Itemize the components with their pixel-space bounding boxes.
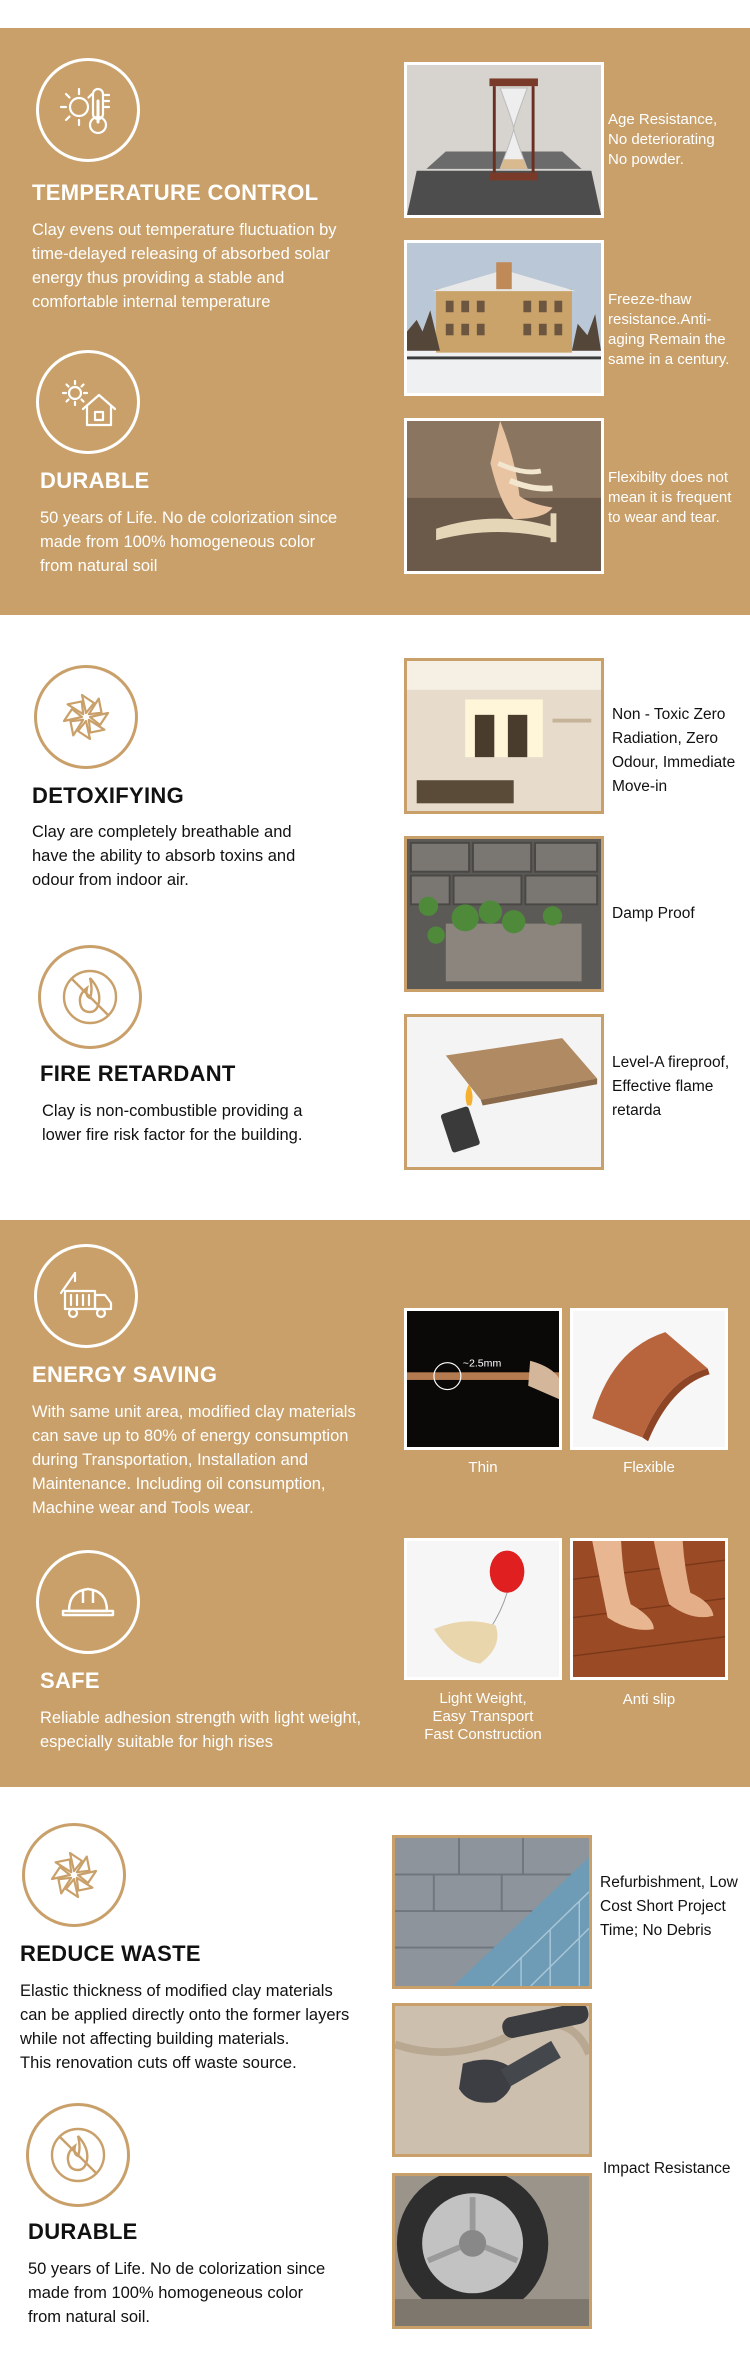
refurbishment-caption: Refurbishment, Low Cost Short Project Time; No Debris xyxy=(600,1874,738,1939)
detoxifying-text: Clay are completely breathable and have the ability to absorb toxins and odour from indoor air. xyxy=(32,823,296,889)
impact-resistance-caption: Impact Resistance xyxy=(603,2160,731,2177)
temperature-control-heading: TEMPERATURE CONTROL xyxy=(32,180,319,205)
non-toxic-caption: Non - Toxic Zero Radiation, Zero Odour, Immediate Move-in xyxy=(612,706,736,795)
truck-crane-icon xyxy=(34,1244,138,1348)
pinwheel-icon xyxy=(34,665,138,769)
damp-proof-caption: Damp Proof xyxy=(612,905,695,922)
section-waste-durable xyxy=(0,1787,750,2358)
anti-slip-caption: Anti slip xyxy=(622,1691,676,1708)
safe-heading: SAFE xyxy=(40,1668,100,1693)
no-fire-icon xyxy=(26,2103,130,2207)
hourglass-photo xyxy=(404,62,604,218)
detoxifying-heading: DETOXIFYING xyxy=(32,783,185,808)
fire-retardant-heading: FIRE RETARDANT xyxy=(40,1061,236,1086)
reduce-waste-text: Elastic thickness of modified clay materials can be applied directly onto the former layers while not affecting building materials. This renovation cuts off waste source. xyxy=(20,1982,350,2072)
freeze-thaw-caption: Freeze-thaw resistance.Anti- aging Remain the same in a century. xyxy=(608,291,730,368)
palace-snow-photo xyxy=(404,240,604,396)
temperature-control-text: Clay evens out temperature fluctuation by time-delayed releasing of absorbed solar energy thus providing a stable and comfortable internal temperature xyxy=(32,221,337,311)
lighter-flame-photo xyxy=(404,1014,604,1170)
section-energy-safe xyxy=(0,1220,750,1787)
pinwheel-icon xyxy=(22,1823,126,1927)
sun-house-icon xyxy=(36,350,140,454)
hardhat-icon xyxy=(36,1550,140,1654)
interior-lamp-photo xyxy=(404,658,604,814)
durable-text-2: 50 years of Life. No de colorization since made from 100% homogeneous color from natural soil. xyxy=(28,2260,326,2326)
flexibility-caption: Flexibilty does not mean it is frequent to wear and tear. xyxy=(608,469,732,526)
thickness-label: ~2.5mm xyxy=(462,1357,502,1370)
no-fire-icon xyxy=(38,945,142,1049)
fire-retardant-text: Clay is non-combustible providing a lower fire risk factor for the building. xyxy=(42,1102,303,1144)
flexible-sheet-photo xyxy=(570,1308,728,1450)
durable-text: 50 years of Life. No de colorization since made from 100% homogeneous color from natural soil xyxy=(40,509,338,575)
durable-heading-2: DURABLE xyxy=(28,2219,138,2244)
anti-slip-feet-photo xyxy=(570,1538,728,1680)
energy-saving-heading: ENERGY SAVING xyxy=(32,1362,218,1387)
balloon-light-photo xyxy=(404,1538,562,1680)
durable-heading: DURABLE xyxy=(40,468,150,493)
energy-saving-text: With same unit area, modified clay materials can save up to 80% of energy consumption during Transportation, Installation and Maintenance. Including oil consumption, Machine wear and Tools wear. xyxy=(32,1403,356,1517)
hammer-impact-photo xyxy=(392,2003,592,2157)
tire-wheel-photo xyxy=(392,2173,592,2329)
thermometer-sun-icon xyxy=(36,58,140,162)
flexible-caption: Flexible xyxy=(623,1459,675,1476)
section-temperature-durable xyxy=(0,28,750,615)
reduce-waste-heading: REDUCE WASTE xyxy=(20,1941,201,1966)
light-weight-caption: Light Weight, Easy Transport Fast Construction xyxy=(424,1690,542,1743)
thin-caption: Thin xyxy=(468,1459,498,1476)
safe-text: Reliable adhesion strength with light weight, especially suitable for high rises xyxy=(40,1709,362,1751)
age-resistance-caption: Age Resistance, No deteriorating No powder. xyxy=(608,111,718,168)
sandal-flex-photo xyxy=(404,418,604,574)
section-detox-fire xyxy=(0,615,750,1220)
thin-sheet-photo xyxy=(404,1308,562,1450)
tile-refurbish-photo xyxy=(392,1835,592,1989)
planter-wall-photo xyxy=(404,836,604,992)
fireproof-caption: Level-A fireproof, Effective flame retarda xyxy=(612,1054,730,1119)
